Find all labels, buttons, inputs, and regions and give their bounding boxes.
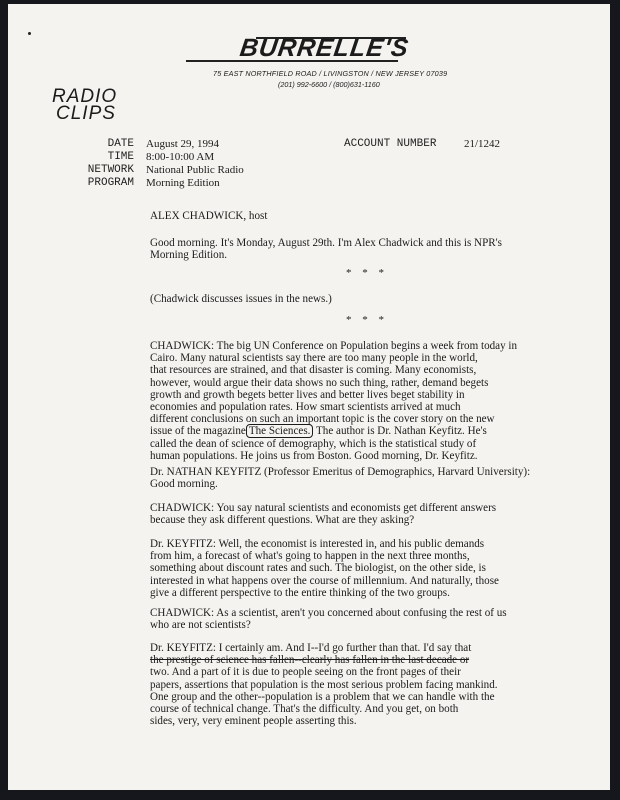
paragraph-greeting <box>150 237 572 261</box>
letterhead-address: 75 EAST NORTHFIELD ROAD / LIVINGSTON / NEW JERSEY 07039 <box>213 69 448 78</box>
date-label: DATE <box>107 138 134 150</box>
text-line: however, would argue their data shows no such thing, rather, demand begets <box>150 376 489 389</box>
struck-text-line: the prestige of science has fallen--clearly has fallen in the last decade or <box>150 654 470 667</box>
punch-mark <box>28 32 31 35</box>
text-line: that resources are strained, and that disaster is coming. Many economists, <box>150 364 477 377</box>
paragraph-question-1 <box>150 502 572 526</box>
text-segment: issue of the magazine <box>150 425 246 438</box>
text-line: Morning Edition. <box>150 249 228 262</box>
text-line: Cairo. Many natural scientists say there are too many people in the world, <box>150 352 478 365</box>
paragraph-news-note: (Chadwick discusses issues in the news.) <box>150 293 332 305</box>
time-label: TIME <box>107 151 134 163</box>
letterhead-phone: (201) 992-6600 / (800)631-1160 <box>278 80 380 89</box>
text-line: give a different perspective to the entire thinking of the two groups. <box>150 586 450 599</box>
date-value: August 29, 1994 <box>146 138 220 150</box>
text-line: Good morning. It's Monday, August 29th. I'm Alex Chadwick and this is NPR's <box>150 237 502 249</box>
circled-magazine-title: The Sciences. <box>246 424 314 438</box>
text-line: CHADWICK: You say natural scientists and economists get different answers <box>150 502 497 514</box>
text-line: papers, assertions that population is the most serious problem facing mankind. <box>150 678 498 691</box>
network-label: NETWORK <box>87 164 134 176</box>
account-value: 21/1242 <box>464 138 501 150</box>
text-line: One group and the other--population is a problem that we can handle with the <box>150 690 495 703</box>
brand-logo: BURRELLE'S <box>238 34 411 62</box>
text-line: course of technical change. That's the difficulty. And you get, on both <box>150 703 459 716</box>
text-line: CHADWICK: The big UN Conference on Population begins a week from today in <box>150 340 518 352</box>
text-line: called the dean of science of demography, which is the statistical study of <box>150 437 477 450</box>
text-line: CHADWICK: As a scientist, aren't you concerned about confusing the rest of us <box>150 607 507 619</box>
document-page <box>8 4 610 790</box>
text-line: economies and population rates. How smart scientists arrived at much <box>150 401 461 414</box>
text-line: sides, very, very eminent people asserting this. <box>150 715 357 728</box>
paragraph-answer-1 <box>150 538 572 599</box>
text-line: Dr. KEYFITZ: Well, the economist is interested in, and his public demands <box>150 538 485 550</box>
paragraph-answer-2 <box>150 642 572 727</box>
text-line: human populations. He joins us from Boston. Good morning, Dr. Keyfitz. <box>150 449 478 462</box>
text-line: interested in what happens over the course of millennium. And naturally, those <box>150 574 499 587</box>
text-line: something about discount rates and such. The biologist, on the other side, is <box>150 562 486 575</box>
separator-stars: * * * <box>346 267 388 279</box>
text-line: from him, a forecast of what's going to happen in the next three months, <box>150 550 470 563</box>
text-segment: The author is Dr. Nathan Keyfitz. He's <box>313 425 487 438</box>
network-value: National Public Radio <box>146 164 244 176</box>
paragraph-question-2 <box>150 607 572 631</box>
account-label: ACCOUNT NUMBER <box>344 138 437 150</box>
text-line: who are not scientists? <box>150 619 251 632</box>
text-line: Good morning. <box>150 478 218 491</box>
time-value: 8:00-10:00 AM <box>146 151 215 163</box>
program-label: PROGRAM <box>87 177 134 189</box>
radio-label: RADIO <box>52 86 118 107</box>
text-line: two. And a part of it is due to people seeing on the front pages of their <box>150 666 461 679</box>
paragraph-intro <box>150 340 572 462</box>
separator-stars: * * * <box>346 314 388 326</box>
text-line: different conclusions on such an important topic is the cover story on the new <box>150 413 495 426</box>
text-line: growth and growth begets better lives and better lives beget stability in <box>150 388 465 401</box>
clips-label: CLIPS <box>56 103 116 124</box>
program-value: Morning Edition <box>146 177 220 189</box>
text-line: because they ask different questions. What are they asking? <box>150 514 415 527</box>
text-line: Dr. KEYFITZ: I certainly am. And I--I'd go further than that. I'd say that <box>150 642 472 654</box>
text-line <box>150 425 572 437</box>
host-line: ALEX CHADWICK, host <box>150 210 268 222</box>
text-line: Dr. NATHAN KEYFITZ (Professor Emeritus of Demographics, Harvard University): <box>150 466 531 478</box>
paragraph-keyfitz-intro <box>150 466 572 490</box>
